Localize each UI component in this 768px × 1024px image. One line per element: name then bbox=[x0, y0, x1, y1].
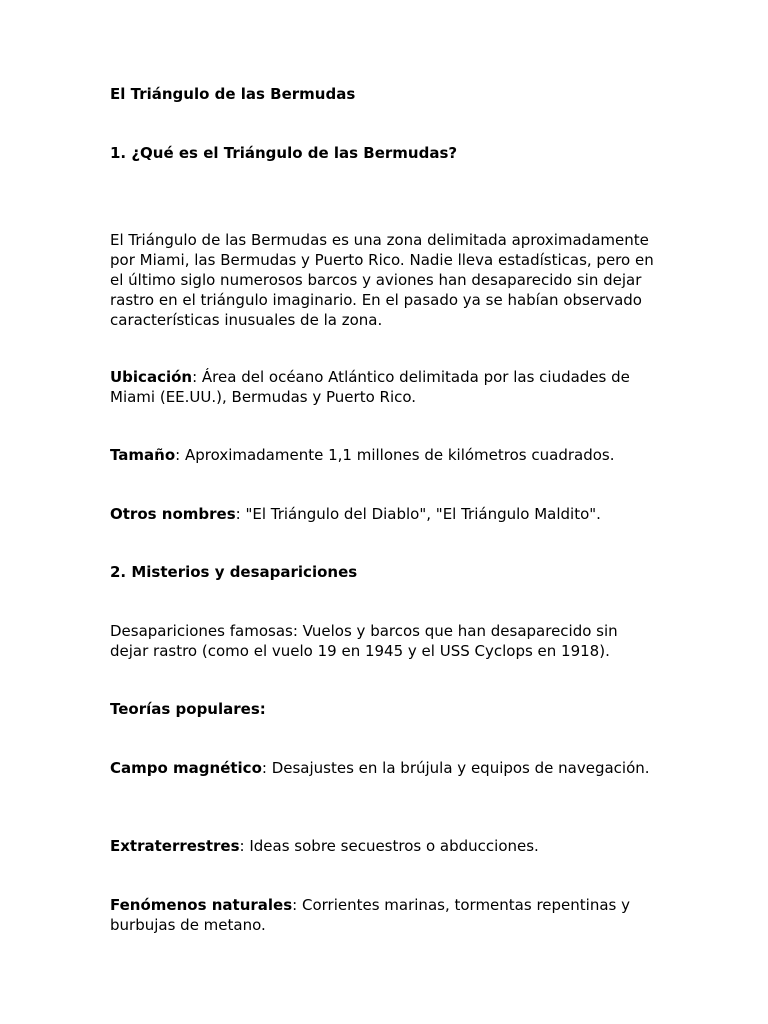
campo-magnetico-paragraph bbox=[110, 758, 658, 778]
teorias-heading: Teorías populares: bbox=[110, 700, 266, 718]
otros-nombres-text: : "El Triángulo del Diablo", "El Triángulo Maldito". bbox=[235, 505, 601, 523]
fenomenos-naturales-text: : Corrientes marinas, tormentas repentinas y burbujas de metano. bbox=[110, 896, 630, 934]
otros-nombres-label: Otros nombres bbox=[110, 505, 236, 523]
extraterrestres-label: Extraterrestres bbox=[110, 837, 240, 855]
extraterrestres-text: : Ideas sobre secuestros o abducciones. bbox=[239, 837, 539, 855]
fenomenos-naturales-label: Fenómenos naturales bbox=[110, 896, 293, 914]
ubicacion-paragraph bbox=[110, 367, 658, 407]
ubicacion-label: Ubicación bbox=[110, 368, 193, 386]
campo-magnetico-label: Campo magnético bbox=[110, 759, 262, 777]
intro-paragraph: El Triángulo de las Bermudas es una zona delimitada aproximadamente por Miami, las Bermudas y Puerto Rico. Nadie lleva estadísticas, pero en el último siglo numerosos barcos y aviones han desaparecido sin dejar rastro en el triángulo imaginario. En el pasado ya se habían observado características inusuales de la zona. bbox=[110, 231, 654, 329]
fenomenos-naturales-paragraph bbox=[110, 895, 658, 935]
desapariciones-paragraph: Desapariciones famosas: Vuelos y barcos que han desaparecido sin dejar rastro (como el vuelo 19 en 1945 y el USS Cyclops en 1918). bbox=[110, 622, 618, 660]
document-title: El Triángulo de las Bermudas bbox=[110, 85, 356, 103]
campo-magnetico-text: : Desajustes en la brújula y equipos de navegación. bbox=[261, 759, 650, 777]
tamano-paragraph bbox=[110, 445, 658, 465]
section-2-heading: 2. Misterios y desapariciones bbox=[110, 563, 358, 581]
otros-nombres-paragraph bbox=[110, 504, 658, 524]
ubicacion-text: : Área del océano Atlántico delimitada por las ciudades de Miami (EE.UU.), Bermudas y Puerto Rico. bbox=[110, 368, 630, 406]
tamano-label: Tamaño bbox=[110, 446, 176, 464]
section-1-heading: 1. ¿Qué es el Triángulo de las Bermudas? bbox=[110, 144, 458, 162]
extraterrestres-paragraph bbox=[110, 836, 658, 856]
tamano-text: : Aproximadamente 1,1 millones de kilómetros cuadrados. bbox=[175, 446, 615, 464]
